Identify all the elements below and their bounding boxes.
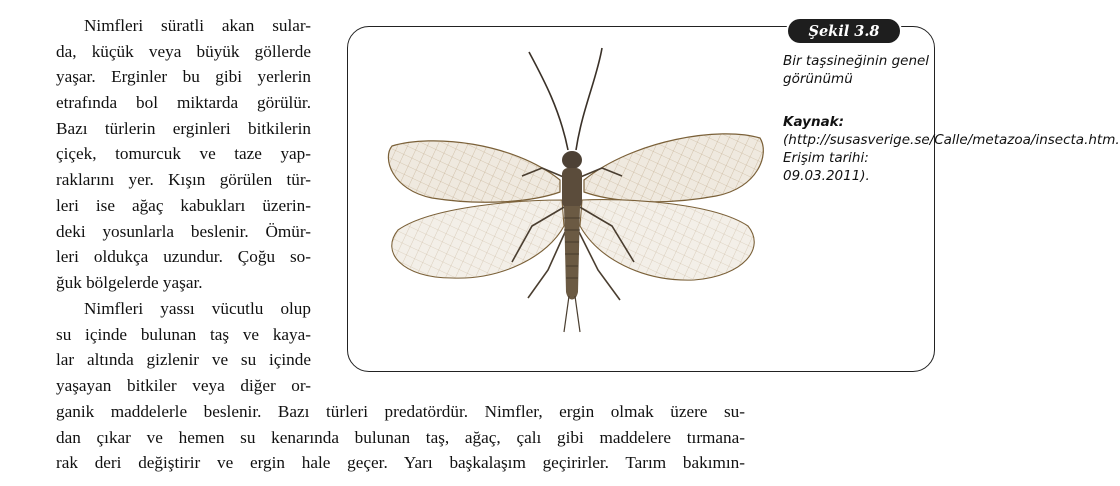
- text-line: deki yosunlarla beslenir. Ömür-: [56, 221, 311, 241]
- insect-head: [562, 151, 582, 169]
- text-line: yaşar. Erginler bu gibi yerlerin: [56, 67, 311, 87]
- text-line: Nimfleri yassı vücutlu olup: [84, 299, 311, 318]
- text-line: dan çıkar ve hemen su kenarında bulunan taş, ağaç, çalı gibi maddelere tırmana-: [56, 427, 745, 447]
- text-line: su içinde bulunan taş ve kaya-: [56, 324, 311, 344]
- text-line: rak deri değiştirir ve ergin hale geçer. Yarı başkalaşım geçirirler. Tarım bakımın-: [56, 453, 745, 473]
- stonefly-illustration: [372, 30, 772, 370]
- antenna-right: [576, 48, 602, 150]
- figure-label-badge: Şekil 3.8: [788, 19, 900, 43]
- paragraph-1: [56, 13, 311, 296]
- text-line: da, küçük veya büyük göllerde: [56, 41, 311, 61]
- caption-source: (http://susasverige.se/Calle/metazoa/insecta.htm. Erişim tarihi: 09.03.2011).: [783, 132, 1120, 184]
- insect-thorax: [562, 168, 582, 208]
- antenna-left: [529, 52, 568, 150]
- text-line: Bazı türlerin erginleri bitkilerin: [56, 118, 311, 138]
- caption-source-label: Kaynak:: [783, 114, 845, 130]
- text-line: ganik maddelerle beslenir. Bazı türleri predatördür. Nimfler, ergin olmak üzere su-: [56, 402, 745, 421]
- figure-caption: [783, 52, 1120, 185]
- text-line: yaşayan bitkiler veya diğer or-: [56, 376, 311, 396]
- text-line: raklarını yer. Kışın görülen tür-: [56, 170, 311, 190]
- text-line: leri oldukça uzundur. Çoğu so-: [56, 247, 311, 267]
- insect-abdomen: [564, 206, 580, 300]
- text-line: çiçek, tomurcuk ve taze yap-: [56, 144, 311, 164]
- text-line: etrafında bol miktarda görülür.: [56, 93, 311, 113]
- paragraph-3: [56, 399, 745, 476]
- text-line: lar altında gizlenir ve su içinde: [56, 350, 311, 370]
- caption-title: Bir taşsineğinin genel görünümü: [783, 53, 930, 87]
- text-line: leri ise ağaç kabukları üzerin-: [56, 195, 311, 215]
- text-line: ğuk bölgelerde yaşar.: [56, 272, 203, 292]
- text-line: Nimfleri süratli akan sular-: [84, 16, 311, 35]
- cerci: [564, 296, 580, 332]
- paragraph-2: [56, 296, 311, 399]
